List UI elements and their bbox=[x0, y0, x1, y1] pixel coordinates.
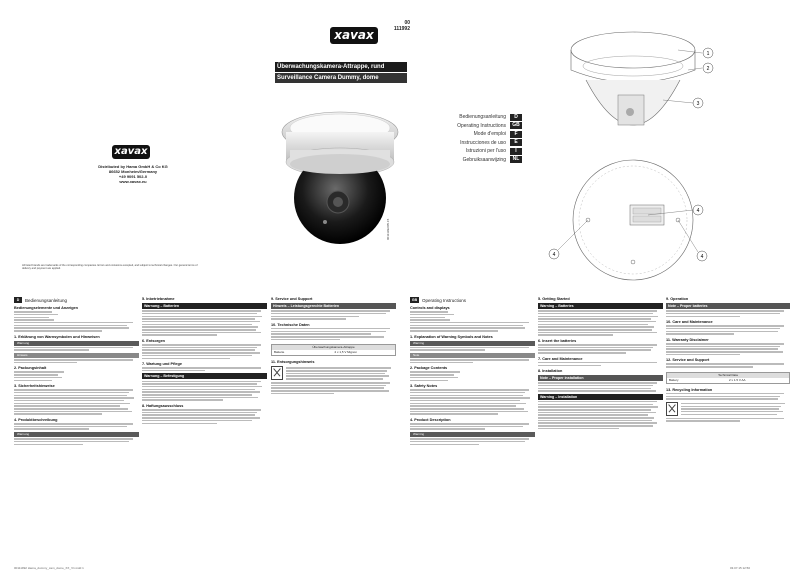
disposal-block bbox=[666, 402, 790, 417]
section-title: 5. Getting Started bbox=[538, 297, 570, 301]
side-code: 00111992/05.15 bbox=[386, 218, 390, 240]
camera-photo bbox=[280, 90, 400, 270]
warning-bar: Warning – Installation bbox=[538, 394, 663, 400]
section-title: 1. Erklärung von Warnsymbolen und Hinweisen bbox=[14, 334, 100, 339]
language-label: Operating Instructions bbox=[457, 122, 506, 129]
table-cell: 2 x 1,5 V Mignon bbox=[334, 350, 358, 355]
tech-data-table bbox=[666, 372, 790, 384]
warning-bar: Warnung bbox=[14, 341, 139, 346]
language-code: D bbox=[14, 297, 22, 303]
language-label: Instrucciones de uso bbox=[460, 139, 506, 146]
language-row bbox=[430, 156, 522, 165]
table-cell: Battery bbox=[669, 377, 679, 382]
note-bar: Hinweis – Leistungsgerechte Batterien bbox=[271, 303, 396, 309]
title-band-en: Surveillance Camera Dummy, dome bbox=[275, 73, 407, 83]
callout-label: 4 bbox=[700, 254, 704, 260]
section-title: 6. Entsorgen bbox=[142, 338, 165, 343]
footer-right: 03.07.15 12:50 bbox=[730, 566, 751, 570]
wheelie-bin-icon bbox=[666, 402, 678, 416]
language-row bbox=[430, 147, 522, 156]
section-title: 9. Service und Support bbox=[271, 297, 313, 301]
article-number: 111992 bbox=[393, 26, 410, 32]
language-code: NL bbox=[510, 156, 522, 163]
section-title: 6. Insert the batteries bbox=[538, 338, 577, 343]
wheelie-bin-icon bbox=[271, 366, 283, 380]
distributor-line4: www.xavax.eu bbox=[119, 179, 147, 184]
warning-bar: Warning bbox=[410, 432, 535, 437]
column-gb-service bbox=[666, 297, 790, 563]
language-row bbox=[430, 113, 522, 122]
brand-logo-left: xavax bbox=[112, 145, 150, 159]
warning-bar: Warnung – Befestigung bbox=[142, 373, 267, 379]
warning-bar: Warning – Batteries bbox=[538, 303, 663, 309]
column-d-service bbox=[271, 297, 396, 563]
section-title: Controls and displays bbox=[410, 306, 450, 310]
callout-label: 3 bbox=[696, 101, 700, 107]
distributor-line3: +49 9091 502-0 bbox=[118, 174, 148, 179]
section-title: 11. Entsorgungshinweis bbox=[271, 360, 315, 365]
exploded-diagram bbox=[548, 20, 748, 282]
language-code: D bbox=[510, 114, 522, 121]
section-title: 7. Wartung und Pflege bbox=[142, 362, 182, 366]
section-title: 11. Warranty Disclaimer bbox=[666, 337, 709, 342]
language-row bbox=[430, 139, 522, 148]
note-bar: Note bbox=[410, 353, 535, 358]
callout-label: 1 bbox=[706, 51, 710, 57]
diagram-drawing bbox=[548, 20, 748, 282]
column-gb-setup bbox=[538, 297, 663, 563]
section-title: 7. Care and Maintenance bbox=[538, 356, 583, 361]
section-title: 5. Inbetriebnahme bbox=[142, 297, 175, 301]
warning-bar: Warnung – Batterien bbox=[142, 303, 267, 309]
column-heading-text: Bedienungsanleitung bbox=[25, 297, 68, 303]
table-row bbox=[667, 378, 789, 383]
section-title: 8. Haftungsausschluss bbox=[142, 403, 184, 408]
language-code: E bbox=[510, 139, 522, 146]
column-d-intro bbox=[14, 297, 139, 563]
language-code: GB bbox=[411, 298, 418, 302]
callout-label: 4 bbox=[552, 252, 556, 258]
language-label: Bedienungsanleitung bbox=[459, 114, 506, 121]
footer-left: 00111992 Hama_dummy_cam_dome_XX_V1.indd 1 bbox=[14, 566, 84, 570]
language-code: I bbox=[510, 148, 522, 155]
section-title: 10. Technische Daten bbox=[271, 322, 310, 327]
table-header: Technical Data bbox=[667, 373, 789, 378]
column-d-setup bbox=[142, 297, 267, 563]
section-title: 4. Product Description bbox=[410, 417, 451, 422]
section-title: 1. Explanation of Warning Symbols and Notes bbox=[410, 334, 493, 339]
warning-bar: Warnung bbox=[14, 432, 139, 437]
distributor-block bbox=[98, 164, 168, 184]
section-title: 8. Installation bbox=[538, 369, 563, 373]
column-heading bbox=[410, 297, 535, 303]
column-heading-text: Operating Instructions bbox=[422, 297, 467, 303]
article-number-block bbox=[380, 20, 410, 32]
table-cell: 2 x 1.5 V AA bbox=[729, 377, 746, 382]
warning-bar: Warning bbox=[410, 341, 535, 346]
language-row bbox=[430, 122, 522, 131]
column-gb-intro bbox=[410, 297, 535, 563]
callout-label: 4 bbox=[696, 208, 700, 214]
table-header: Überwachungskamera-Attrappe bbox=[272, 345, 395, 350]
language-label: Mode d'emploi bbox=[473, 131, 506, 138]
table-row bbox=[272, 350, 395, 355]
section-title: 4. Produktbeschreibung bbox=[14, 417, 58, 422]
trademark-note: All listed brands are trademarks of the corresponding companies. Errors and omissions excepted, and subject to technical changes. Our general terms of delivery and payment are applied. bbox=[22, 264, 198, 271]
note-bar: Hinweis bbox=[14, 353, 139, 358]
tech-data-table bbox=[271, 344, 396, 356]
language-list bbox=[430, 113, 522, 164]
table-cell: Batterie bbox=[274, 350, 285, 355]
section-title: Bedienungselemente und Anzeigen bbox=[14, 306, 78, 310]
language-code: F bbox=[510, 131, 522, 138]
distributor-line1: Distributed by Hama GmbH & Co KG bbox=[98, 164, 168, 169]
language-code: GB bbox=[510, 122, 522, 129]
note-bar: Note – Proper installation bbox=[538, 375, 663, 381]
article-prefix: 00 bbox=[404, 20, 410, 26]
language-label: Istruzioni per l'uso bbox=[465, 148, 506, 155]
section-title: 12. Service and Support bbox=[666, 358, 710, 363]
section-title: 9. Operation bbox=[666, 297, 689, 301]
callout-label: 2 bbox=[706, 66, 710, 72]
camera-illustration bbox=[280, 90, 400, 270]
language-row bbox=[430, 130, 522, 139]
column-heading bbox=[14, 297, 139, 303]
note-bar: Note – Proper batteries bbox=[666, 303, 790, 309]
title-band-de: Überwachungskamera-Attrappe, rund bbox=[275, 62, 407, 72]
distributor-line2: 86652 Monheim/Germany bbox=[108, 169, 158, 174]
section-title: 3. Safety Notes bbox=[410, 384, 438, 388]
disposal-block bbox=[271, 366, 396, 381]
brand-logo-main: xavax bbox=[330, 27, 378, 44]
section-title: 13. Recycling Information bbox=[666, 387, 713, 392]
language-label: Gebruiksaanwijzing bbox=[462, 156, 506, 163]
section-title: 2. Packungsinhalt bbox=[14, 366, 47, 371]
section-title: 3. Sicherheitshinweise bbox=[14, 384, 55, 388]
section-title: 10. Care and Maintenance bbox=[666, 320, 713, 325]
section-title: 2. Package Contents bbox=[410, 366, 448, 371]
